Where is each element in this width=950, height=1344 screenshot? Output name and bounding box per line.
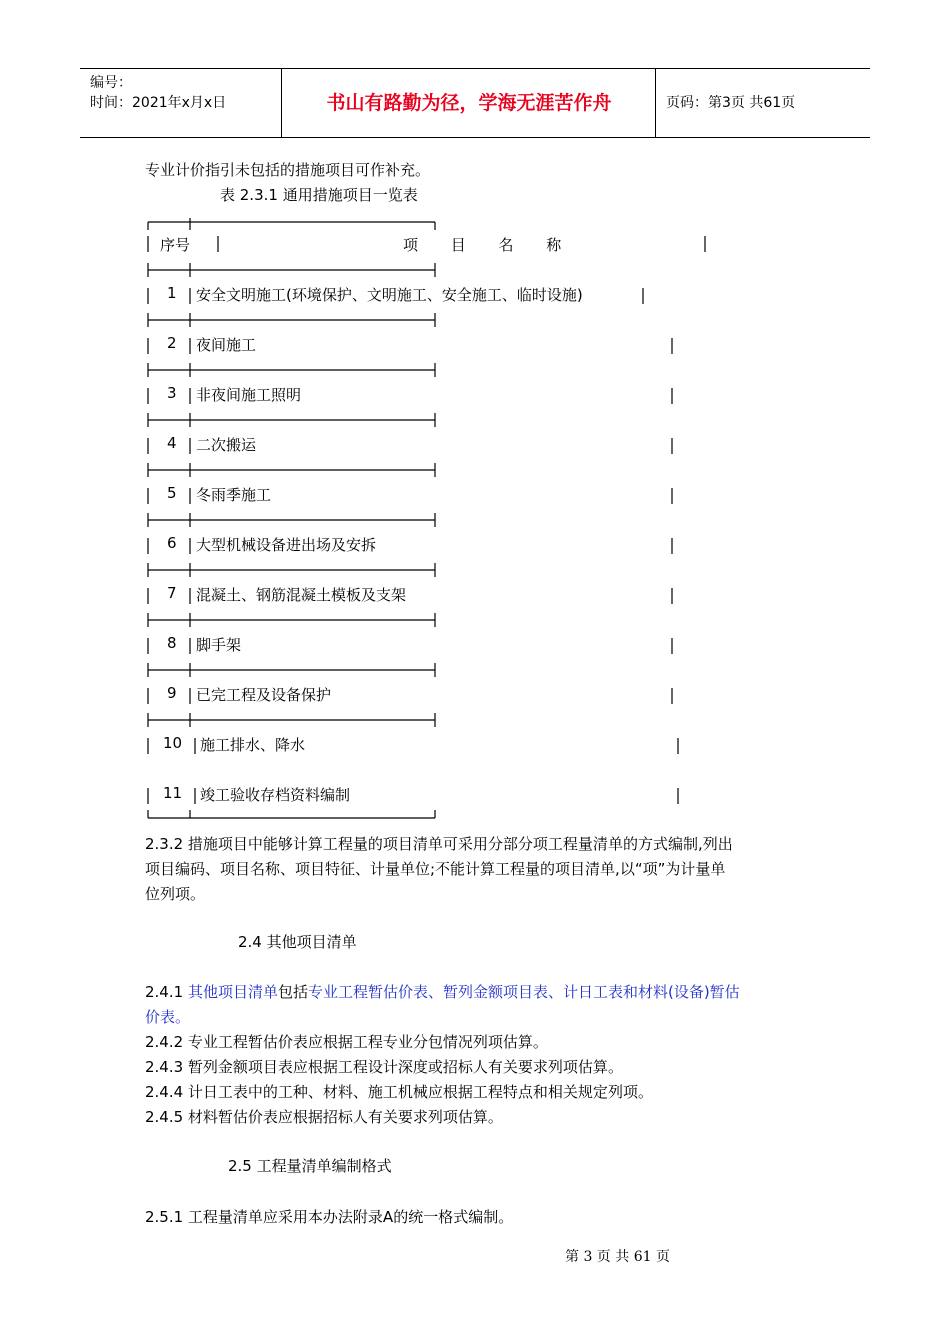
para-line: 2.3.2 措施项目中能够计算工程量的项目清单可采用分部分项工程量清单的方式编制,列出 (145, 835, 733, 853)
row-number: 6 (167, 534, 177, 552)
row-number: 5 (167, 484, 177, 502)
row-number: 3 (167, 384, 177, 402)
row-name: 竣工验收存档资料编制 (200, 786, 351, 804)
row-number: 7 (167, 584, 177, 602)
row-name: 二次搬运 (196, 436, 257, 454)
para-2-4-2: 2.4.2 专业工程暂估价表应根据工程专业分包情况列项估算。 (145, 1033, 548, 1051)
table-caption: 表 2.3.1 通用措施项目一览表 (220, 186, 418, 204)
row-name: 安全文明施工(环境保护、文明施工、安全施工、临时设施) (196, 286, 583, 304)
row-number: 8 (167, 634, 177, 652)
doc-time-label: 时间：2021年x月x日 (90, 95, 227, 111)
para-line: 位列项。 (145, 885, 206, 903)
row-number: 11 (163, 784, 183, 802)
doc-number-label: 编号： (90, 75, 132, 91)
link-other-items[interactable]: 其他项目清单 (187, 983, 278, 1001)
row-name: 施工排水、降水 (200, 736, 306, 754)
row-name: 大型机械设备进出场及安拆 (196, 536, 377, 554)
para-2-4-3: 2.4.3 暂列金额项目表应根据工程设计深度或招标人有关要求列项估算。 (145, 1058, 623, 1076)
para-2-4-5: 2.4.5 材料暂估价表应根据招标人有关要求列项估算。 (145, 1108, 503, 1126)
para-2-5-1: 2.5.1 工程量清单应采用本办法附录A的统一格式编制。 (145, 1208, 514, 1226)
row-name: 冬雨季施工 (196, 486, 272, 504)
table-header-no: 序号 (160, 236, 191, 254)
row-number: 4 (167, 434, 177, 452)
row-number: 2 (167, 334, 177, 352)
para-line: 项目编码、项目名称、项目特征、计量单位;不能计算工程量的项目清单,以“项”为计量单 (145, 860, 726, 878)
para-2-3-2 (145, 832, 733, 907)
page-footer: 第 3 页 共 61 页 (565, 1249, 670, 1265)
row-name: 已完工程及设备保护 (196, 686, 332, 704)
para-number: 2.4.1 (145, 983, 188, 1001)
heading-2-4: 2.4 其他项目清单 (238, 933, 357, 951)
table-header-name: 项 目 名 称 (403, 236, 572, 254)
row-name: 夜间施工 (196, 336, 257, 354)
row-name: 混凝土、钢筋混凝土模板及支架 (196, 586, 407, 604)
header-page-label: 页码：第3页 共61页 (666, 95, 796, 111)
link-item-tables-cont[interactable]: 价表。 (145, 1008, 191, 1026)
row-name: 脚手架 (196, 636, 242, 654)
para-text: 包括 (277, 983, 308, 1001)
para-2-4-4: 2.4.4 计日工表中的工种、材料、施工机械应根据工程特点和相关规定列项。 (145, 1083, 653, 1101)
row-number: 1 (167, 284, 177, 302)
header-motto: 书山有路勤为径，学海无涯苦作舟 (326, 92, 612, 114)
para-2-4-1 (145, 980, 815, 1030)
row-number: 10 (163, 734, 183, 752)
row-number: 9 (167, 684, 177, 702)
row-name: 非夜间施工照明 (196, 386, 302, 404)
heading-2-5: 2.5 工程量清单编制格式 (228, 1157, 392, 1175)
link-item-tables[interactable]: 专业工程暂估价表、暂列金额项目表、计日工表和材料(设备)暂估 (307, 983, 740, 1001)
intro-text: 专业计价指引未包括的措施项目可作补充。 (145, 161, 431, 179)
